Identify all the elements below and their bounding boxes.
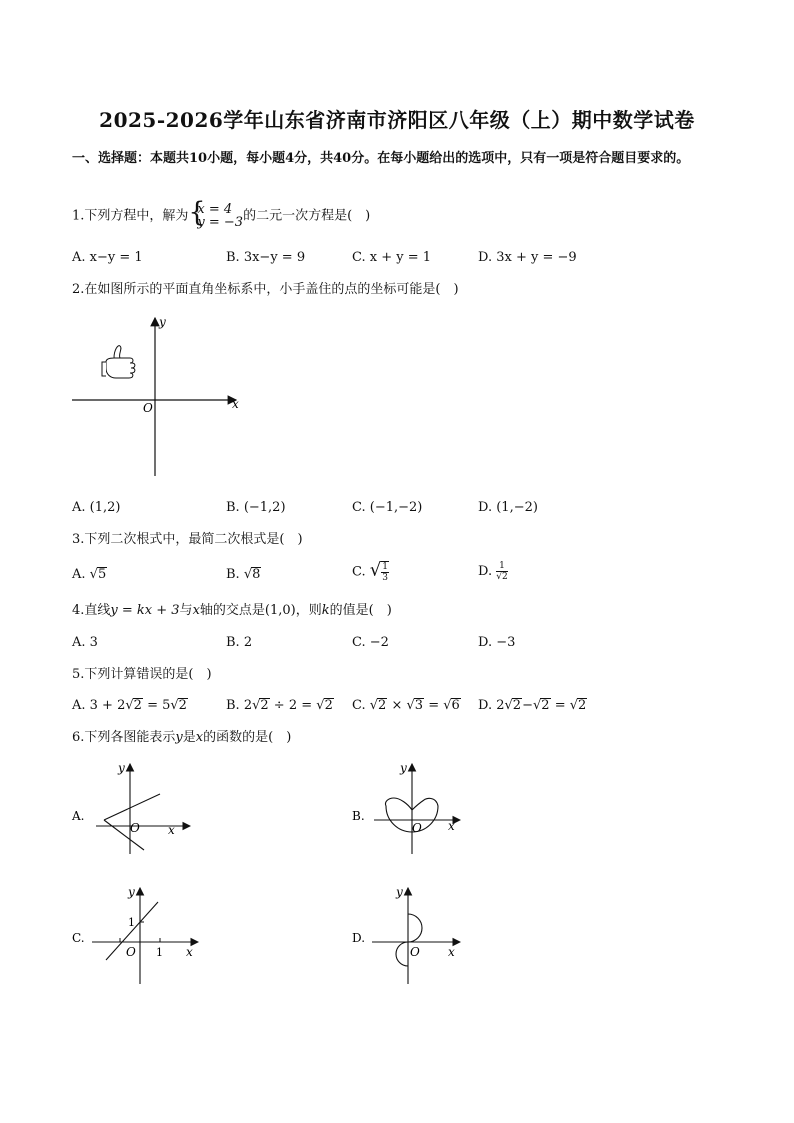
section-heading: 一、选择题：本题共10小题，每小题4分，共40分。在每小题给出的选项中，只有一项是符合题目要求的。 — [72, 151, 690, 166]
q1-stem-a: 1.下列方程中，解为 — [72, 208, 189, 224]
q5-option-d[interactable]: D. 2√2−√2 = √2 — [478, 698, 587, 713]
q3-option-b[interactable]: B. √8 — [226, 567, 261, 582]
q1-option-d[interactable]: D. 3x + y = −9 — [478, 250, 577, 265]
q3-option-c[interactable]: C. √ $\frac{1}{3}$ — [352, 559, 388, 583]
q3-option-d[interactable]: D. $\frac{1}{√2}$ — [478, 561, 508, 582]
question-4-stem: 4.直线y = kx + 3与x轴的交点是(1,0)，则k的值是( ) — [72, 603, 392, 618]
q4-option-a[interactable]: A. 3 — [72, 635, 98, 650]
q4-equation: y = kx + 3 — [110, 603, 180, 618]
question-1-stem — [72, 197, 371, 230]
page-title: 2025-2026学年山东省济南市济阳区八年级（上）期中数学试卷 — [99, 108, 695, 132]
q5-option-a[interactable]: A. 3 + 2√2 = 5√2 — [72, 698, 187, 713]
q2-option-c[interactable]: C. (−1,−2) — [352, 500, 423, 515]
q3-b-radicand: 8 — [252, 567, 261, 582]
q6-label-c: C. — [72, 931, 85, 945]
question-3-stem: 3.下列二次根式中，最简二次根式是( ) — [72, 532, 303, 547]
q4-option-b[interactable]: B. 2 — [226, 635, 253, 650]
q6-graph-a[interactable] — [68, 758, 198, 858]
q1-option-a[interactable]: A. x−y = 1 — [72, 250, 143, 265]
q6-d-lower-arc — [396, 942, 408, 966]
q1-stem-b: 的二元一次方程是( ) — [243, 208, 371, 224]
q5-option-c[interactable]: C. √2 × √3 = √6 — [352, 698, 460, 713]
q6-a-upper-ray — [104, 794, 160, 820]
q2-option-d[interactable]: D. (1,−2) — [478, 500, 538, 515]
q1-equation-system: { x = 4 y = −3 — [188, 197, 244, 230]
hand-icon — [102, 346, 135, 378]
svg-text:x: x — [448, 819, 455, 833]
q6-label-b: B. — [352, 809, 365, 823]
q3-c-fraction: $\frac{1}{3}$ — [382, 562, 388, 583]
q6-graph-c[interactable] — [68, 882, 208, 988]
q3-a-radicand: 5 — [97, 567, 107, 582]
q6-d-upper-arc — [408, 914, 422, 942]
svg-text:O: O — [126, 945, 136, 959]
q3-option-a[interactable]: A. √5 — [72, 567, 107, 582]
svg-text:x: x — [186, 945, 193, 959]
question-2-stem: 2.在如图所示的平面直角坐标系中，小手盖住的点的坐标可能是( ) — [72, 282, 459, 297]
svg-text:y: y — [118, 761, 125, 775]
question-5-stem: 5.下列计算错误的是( ) — [72, 667, 212, 682]
svg-text:O: O — [412, 821, 422, 835]
q2-option-a[interactable]: A. (1,2) — [72, 500, 121, 515]
q6-label-d: D. — [352, 931, 366, 945]
svg-text:x: x — [168, 823, 175, 837]
svg-text:O: O — [130, 821, 140, 835]
svg-text:y: y — [396, 885, 403, 899]
q6-graph-b[interactable] — [348, 758, 478, 858]
svg-text:1: 1 — [128, 916, 135, 929]
q1-option-b[interactable]: B. 3x−y = 9 — [226, 250, 306, 265]
q2-x-label: x — [232, 397, 239, 411]
q1-option-c[interactable]: C. x + y = 1 — [352, 250, 432, 265]
q4-point: (1,0) — [264, 603, 296, 618]
q4-option-d[interactable]: D. −3 — [478, 635, 516, 650]
q1-eq2: y = −3 — [197, 215, 244, 230]
q2-coordinate-figure — [68, 310, 248, 482]
q6-label-a: A. — [72, 809, 85, 823]
q2-origin-label: O — [143, 401, 153, 415]
svg-text:x: x — [448, 945, 455, 959]
svg-text:O: O — [410, 945, 420, 959]
q2-y-label: y — [159, 315, 166, 329]
q2-option-b[interactable]: B. (−1,2) — [226, 500, 286, 515]
q6-graph-d[interactable] — [348, 882, 478, 988]
question-6-stem: 6.下列各图能表示y是x的函数的是( ) — [72, 730, 292, 745]
q4-option-c[interactable]: C. −2 — [352, 635, 389, 650]
q1-eq1: x = 4 — [197, 202, 233, 217]
svg-text:1: 1 — [156, 946, 163, 959]
svg-text:y: y — [128, 885, 135, 899]
q5-option-b[interactable]: B. 2√2 ÷ 2 = √2 — [226, 698, 333, 713]
svg-text:y: y — [400, 761, 407, 775]
q3-d-fraction: $\frac{1}{√2}$ — [496, 561, 508, 582]
